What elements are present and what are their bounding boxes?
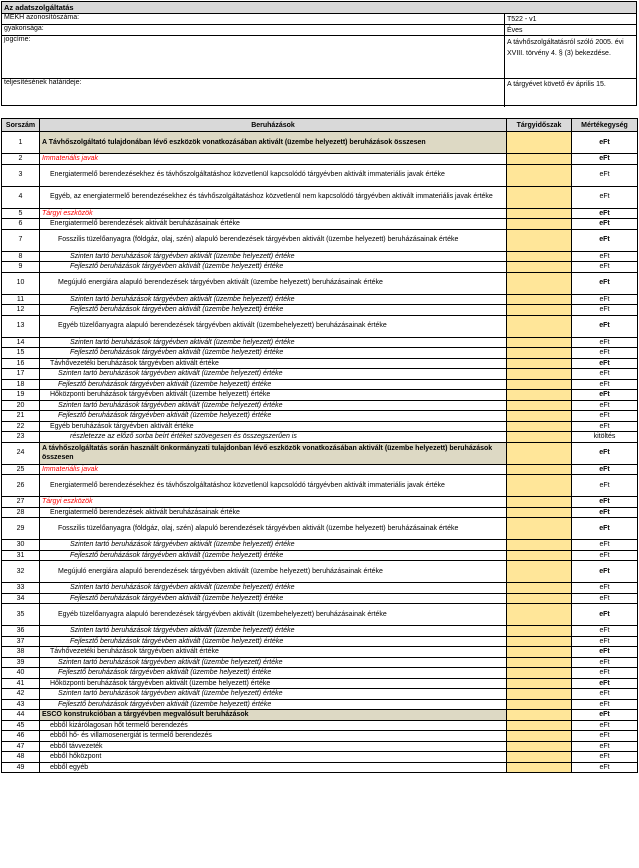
period-value-input[interactable] xyxy=(507,272,572,294)
row-description: Fosszilis tüzelőanyagra (földgáz, olaj, szén) alapuló berendezések tárgyévben aktivált (üzembe helyezett) beruházásainak értéke xyxy=(40,518,507,540)
row-number: 12 xyxy=(2,305,40,316)
period-value-input[interactable] xyxy=(507,497,572,508)
table-row xyxy=(2,411,638,422)
table-row xyxy=(2,518,638,540)
row-number: 47 xyxy=(2,741,40,752)
period-value-input[interactable] xyxy=(507,379,572,390)
table-row xyxy=(2,348,638,359)
row-description: Szinten tartó beruházások tárgyévben aktivált (üzembe helyezett) értéke xyxy=(40,294,507,305)
period-value-input[interactable] xyxy=(507,475,572,497)
row-unit: eFt xyxy=(572,348,638,359)
row-number: 35 xyxy=(2,604,40,626)
row-number: 19 xyxy=(2,390,40,401)
row-unit: eFt xyxy=(572,507,638,518)
col-header-number: Sorszám xyxy=(2,119,40,132)
row-description: Energiatermelő berendezésekhez és távhőszolgáltatáshoz közvetlenül kapcsolódó tárgyévben aktivált immateriális javak értéke xyxy=(40,475,507,497)
row-number: 46 xyxy=(2,731,40,742)
table-row xyxy=(2,294,638,305)
row-description: ESCO konstrukcióban a tárgyévben megvalósult beruházások xyxy=(40,710,507,721)
row-number: 11 xyxy=(2,294,40,305)
row-number: 40 xyxy=(2,668,40,679)
row-unit: eFt xyxy=(572,411,638,422)
period-value-input[interactable] xyxy=(507,636,572,647)
row-unit: eFt xyxy=(572,369,638,380)
row-unit: eFt xyxy=(572,497,638,508)
period-value-input[interactable] xyxy=(507,540,572,551)
table-row xyxy=(2,731,638,742)
row-unit: eFt xyxy=(572,518,638,540)
row-number: 44 xyxy=(2,710,40,721)
col-header-unit: Mértékegység xyxy=(572,119,638,132)
table-row xyxy=(2,657,638,668)
row-unit: eFt xyxy=(572,164,638,186)
row-unit: eFt xyxy=(572,262,638,273)
row-description: ebből egyéb xyxy=(40,762,507,773)
row-number: 18 xyxy=(2,379,40,390)
header-title: Az adatszolgáltatás xyxy=(2,2,636,14)
table-row xyxy=(2,636,638,647)
period-value-input[interactable] xyxy=(507,411,572,422)
period-value-input[interactable] xyxy=(507,604,572,626)
row-unit: eFt xyxy=(572,464,638,475)
row-description: ebből hő- és villamosenergiát is termelő berendezés xyxy=(40,731,507,742)
period-value-input[interactable] xyxy=(507,337,572,348)
row-number: 10 xyxy=(2,272,40,294)
row-number: 29 xyxy=(2,518,40,540)
row-number: 3 xyxy=(2,164,40,186)
row-unit: eFt xyxy=(572,390,638,401)
table-row xyxy=(2,550,638,561)
row-unit: eFt xyxy=(572,305,638,316)
period-value-input[interactable] xyxy=(507,720,572,731)
row-number: 13 xyxy=(2,315,40,337)
table-row xyxy=(2,647,638,658)
header-label: gyakorisága: xyxy=(2,25,505,35)
row-unit: eFt xyxy=(572,604,638,626)
row-unit: eFt xyxy=(572,400,638,411)
row-number: 26 xyxy=(2,475,40,497)
table-row xyxy=(2,678,638,689)
row-number: 32 xyxy=(2,561,40,583)
table-row xyxy=(2,593,638,604)
row-unit: eFt xyxy=(572,647,638,658)
row-description: Hőközponti beruházások tárgyévben aktivált (üzembe helyezett) értéke xyxy=(40,390,507,401)
table-row xyxy=(2,464,638,475)
col-header-investments: Beruházások xyxy=(40,119,507,132)
row-description: Fosszilis tüzelőanyagra (földgáz, olaj, szén) alapuló berendezések tárgyévben aktivált (üzembe helyezett) beruházásainak értéke xyxy=(40,229,507,251)
row-description: Távhővezetéki beruházások tárgyévben aktivált értéke xyxy=(40,358,507,369)
period-value-input[interactable] xyxy=(507,689,572,700)
row-description: Megújuló energiára alapuló berendezések tárgyévben aktivált (üzembe helyezett) beruházásainak értéke xyxy=(40,272,507,294)
period-value-input[interactable] xyxy=(507,518,572,540)
table-row xyxy=(2,219,638,230)
table-row xyxy=(2,720,638,731)
row-number: 33 xyxy=(2,583,40,594)
row-description: Szinten tartó beruházások tárgyévben aktivált (üzembe helyezett) értéke xyxy=(40,540,507,551)
row-description: Megújuló energiára alapuló berendezések tárgyévben aktivált (üzembe helyezett) beruházásainak értéke xyxy=(40,561,507,583)
row-unit: eFt xyxy=(572,208,638,219)
period-value-input[interactable] xyxy=(507,442,572,464)
table-row xyxy=(2,208,638,219)
period-value-input[interactable] xyxy=(507,154,572,165)
row-unit: eFt xyxy=(572,229,638,251)
row-number: 15 xyxy=(2,348,40,359)
row-unit: eFt xyxy=(572,219,638,230)
period-value-input[interactable] xyxy=(507,400,572,411)
row-description: Fejlesztő beruházások tárgyévben aktivált (üzembe helyezett) értéke xyxy=(40,550,507,561)
header-value: A távhőszolgáltatásról szóló 2005. évi XVIII. törvény 4. § (3) bekezdése. xyxy=(507,39,624,57)
header-label: teljesítésének határideje: xyxy=(2,79,505,107)
table-row xyxy=(2,741,638,752)
period-value-input[interactable] xyxy=(507,229,572,251)
period-value-input[interactable] xyxy=(507,464,572,475)
period-value-input[interactable] xyxy=(507,699,572,710)
row-number: 4 xyxy=(2,186,40,208)
header-row-deadline xyxy=(2,79,636,107)
row-number: 49 xyxy=(2,762,40,773)
row-description: Immateriális javak xyxy=(40,154,507,165)
header-row-id xyxy=(2,14,636,25)
row-number: 20 xyxy=(2,400,40,411)
row-number: 24 xyxy=(2,442,40,464)
row-number: 7 xyxy=(2,229,40,251)
row-description: Fejlesztő beruházások tárgyévben aktivált (üzembe helyezett) értéke xyxy=(40,593,507,604)
row-number: 14 xyxy=(2,337,40,348)
period-value-input[interactable] xyxy=(507,731,572,742)
row-unit: eFt xyxy=(572,689,638,700)
row-unit: eFt xyxy=(572,550,638,561)
period-value-input[interactable] xyxy=(507,348,572,359)
table-row xyxy=(2,305,638,316)
period-value-input[interactable] xyxy=(507,741,572,752)
period-value-input[interactable] xyxy=(507,358,572,369)
row-unit: kitöltés xyxy=(572,432,638,443)
period-value-input[interactable] xyxy=(507,561,572,583)
table-row xyxy=(2,762,638,773)
header-value: Éves xyxy=(507,27,523,34)
period-value-input[interactable] xyxy=(507,583,572,594)
period-value-input[interactable] xyxy=(507,710,572,721)
row-unit: eFt xyxy=(572,731,638,742)
row-number: 5 xyxy=(2,208,40,219)
table-row xyxy=(2,186,638,208)
row-unit: eFt xyxy=(572,358,638,369)
row-unit: eFt xyxy=(572,186,638,208)
row-description: részletezze az előző sorba beírt értéket szövegesen és összegszerűen is xyxy=(40,432,507,443)
table-row xyxy=(2,400,638,411)
table-body xyxy=(2,132,638,773)
row-description: Szinten tartó beruházások tárgyévben aktivált (üzembe helyezett) értéke xyxy=(40,689,507,700)
table-row xyxy=(2,229,638,251)
row-description: Immateriális javak xyxy=(40,464,507,475)
row-unit: eFt xyxy=(572,132,638,154)
row-unit: eFt xyxy=(572,678,638,689)
table-row xyxy=(2,262,638,273)
row-number: 21 xyxy=(2,411,40,422)
table-row xyxy=(2,369,638,380)
table-row xyxy=(2,752,638,763)
row-number: 9 xyxy=(2,262,40,273)
row-unit: eFt xyxy=(572,699,638,710)
table-row xyxy=(2,154,638,165)
row-description: Egyéb tüzelőanyagra alapuló berendezések tárgyévben aktivált (üzembehelyezett) beruházásainak értéke xyxy=(40,315,507,337)
header-label: jogcíme: xyxy=(2,36,505,78)
row-number: 6 xyxy=(2,219,40,230)
row-description: A távhőszolgáltatás során használt önkormányzati tulajdonban lévő eszközök vonatkozásában aktivált (üzembe helyezett) beruházások összesen xyxy=(40,442,507,464)
period-value-input[interactable] xyxy=(507,647,572,658)
row-description: ebből kizárólagosan hőt termelő berendezés xyxy=(40,720,507,731)
row-unit: eFt xyxy=(572,762,638,773)
row-description: Egyéb tüzelőanyagra alapuló berendezések tárgyévben aktivált (üzembehelyezett) beruházásainak értéke xyxy=(40,604,507,626)
table-row xyxy=(2,315,638,337)
period-value-input[interactable] xyxy=(507,678,572,689)
table-row xyxy=(2,561,638,583)
row-description: Szinten tartó beruházások tárgyévben aktivált (üzembe helyezett) értéke xyxy=(40,251,507,262)
row-number: 31 xyxy=(2,550,40,561)
table-row xyxy=(2,379,638,390)
row-unit: eFt xyxy=(572,421,638,432)
table-row xyxy=(2,497,638,508)
row-number: 48 xyxy=(2,752,40,763)
row-number: 8 xyxy=(2,251,40,262)
row-description: Energiatermelő berendezések aktivált beruházásainak értéke xyxy=(40,219,507,230)
table-row xyxy=(2,540,638,551)
row-description: Tárgyi eszközök xyxy=(40,497,507,508)
row-description: Szinten tartó beruházások tárgyévben aktivált (üzembe helyezett) értéke xyxy=(40,337,507,348)
row-description: Fejlesztő beruházások tárgyévben aktivált (üzembe helyezett) értéke xyxy=(40,348,507,359)
row-number: 27 xyxy=(2,497,40,508)
row-description: Energiatermelő berendezések aktivált beruházásainak értéke xyxy=(40,507,507,518)
row-number: 30 xyxy=(2,540,40,551)
investments-table xyxy=(1,118,638,773)
row-unit: eFt xyxy=(572,475,638,497)
row-number: 2 xyxy=(2,154,40,165)
header-row-legal-basis xyxy=(2,36,636,79)
period-value-input[interactable] xyxy=(507,752,572,763)
row-unit: eFt xyxy=(572,636,638,647)
table-row xyxy=(2,358,638,369)
row-number: 25 xyxy=(2,464,40,475)
row-unit: eFt xyxy=(572,752,638,763)
row-description: Szinten tartó beruházások tárgyévben aktivált (üzembe helyezett) értéke xyxy=(40,626,507,637)
table-row xyxy=(2,390,638,401)
period-value-input[interactable] xyxy=(507,132,572,154)
row-unit: eFt xyxy=(572,668,638,679)
period-value-input[interactable] xyxy=(507,507,572,518)
period-value-input[interactable] xyxy=(507,186,572,208)
period-value-input[interactable] xyxy=(507,593,572,604)
period-value-input[interactable] xyxy=(507,762,572,773)
row-description: Energiatermelő berendezésekhez és távhőszolgáltatáshoz közvetlenül kapcsolódó tárgyévben aktivált immateriális javak értéke xyxy=(40,164,507,186)
row-description: Szinten tartó beruházások tárgyévben aktivált (üzembe helyezett) értéke xyxy=(40,400,507,411)
row-description: Fejlesztő beruházások tárgyévben aktivált (üzembe helyezett) értéke xyxy=(40,379,507,390)
header-label: MEKH azonosítószáma: xyxy=(2,14,505,24)
row-description: Szinten tartó beruházások tárgyévben aktivált (üzembe helyezett) értéke xyxy=(40,369,507,380)
row-description: Fejlesztő beruházások tárgyévben aktivált (üzembe helyezett) értéke xyxy=(40,636,507,647)
table-row xyxy=(2,583,638,594)
table-row xyxy=(2,337,638,348)
row-number: 43 xyxy=(2,699,40,710)
header-row-frequency xyxy=(2,25,636,36)
row-number: 28 xyxy=(2,507,40,518)
row-number: 41 xyxy=(2,678,40,689)
row-description: Távhővezetéki beruházások tárgyévben aktivált értéke xyxy=(40,647,507,658)
period-value-input[interactable] xyxy=(507,262,572,273)
table-row xyxy=(2,626,638,637)
row-unit: eFt xyxy=(572,720,638,731)
table-row xyxy=(2,507,638,518)
row-number: 23 xyxy=(2,432,40,443)
period-value-input[interactable] xyxy=(507,251,572,262)
row-number: 36 xyxy=(2,626,40,637)
row-description: A Távhőszolgáltató tulajdonában lévő eszközök vonatkozásában aktivált (üzembe helyezett) beruházások összesen xyxy=(40,132,507,154)
header-block xyxy=(1,1,637,106)
table-row xyxy=(2,442,638,464)
row-description: Fejlesztő beruházások tárgyévben aktivált (üzembe helyezett) értéke xyxy=(40,668,507,679)
row-unit: eFt xyxy=(572,626,638,637)
period-value-input[interactable] xyxy=(507,294,572,305)
row-unit: eFt xyxy=(572,540,638,551)
col-header-period: Tárgyidőszak xyxy=(507,119,572,132)
period-value-input[interactable] xyxy=(507,369,572,380)
period-value-input[interactable] xyxy=(507,208,572,219)
row-number: 34 xyxy=(2,593,40,604)
row-description: Fejlesztő beruházások tárgyévben aktivált (üzembe helyezett) értéke xyxy=(40,262,507,273)
period-value-input[interactable] xyxy=(507,432,572,443)
period-value-input[interactable] xyxy=(507,315,572,337)
row-unit: eFt xyxy=(572,379,638,390)
table-row xyxy=(2,272,638,294)
table-row xyxy=(2,432,638,443)
row-unit: eFt xyxy=(572,710,638,721)
table-row xyxy=(2,710,638,721)
row-number: 1 xyxy=(2,132,40,154)
row-unit: eFt xyxy=(572,593,638,604)
table-row xyxy=(2,164,638,186)
row-unit: eFt xyxy=(572,442,638,464)
row-unit: eFt xyxy=(572,154,638,165)
period-value-input[interactable] xyxy=(507,626,572,637)
row-description: Szinten tartó beruházások tárgyévben aktivált (üzembe helyezett) értéke xyxy=(40,583,507,594)
table-row xyxy=(2,689,638,700)
table-header-row xyxy=(2,119,638,132)
period-value-input[interactable] xyxy=(507,305,572,316)
table-row xyxy=(2,604,638,626)
row-number: 39 xyxy=(2,657,40,668)
table-row xyxy=(2,699,638,710)
header-value: T522 - v1 xyxy=(507,16,537,23)
row-number: 45 xyxy=(2,720,40,731)
row-unit: eFt xyxy=(572,741,638,752)
row-description: Fejlesztő beruházások tárgyévben aktivált (üzembe helyezett) értéke xyxy=(40,411,507,422)
row-number: 42 xyxy=(2,689,40,700)
period-value-input[interactable] xyxy=(507,164,572,186)
period-value-input[interactable] xyxy=(507,668,572,679)
table-row xyxy=(2,251,638,262)
row-unit: eFt xyxy=(572,272,638,294)
row-unit: eFt xyxy=(572,251,638,262)
row-number: 38 xyxy=(2,647,40,658)
row-description: Hőközponti beruházások tárgyévben aktivált (üzembe helyezett) értéke xyxy=(40,678,507,689)
header-value: A tárgyévet követő év április 15. xyxy=(507,81,606,88)
table-row xyxy=(2,421,638,432)
table-row xyxy=(2,475,638,497)
row-unit: eFt xyxy=(572,294,638,305)
row-description: Egyéb, az energiatermelő berendezésekhez és távhőszolgáltatáshoz közvetlenül nem kapcsolódó tárgyévben aktivált immateriális javak értéke xyxy=(40,186,507,208)
row-number: 16 xyxy=(2,358,40,369)
row-number: 37 xyxy=(2,636,40,647)
row-unit: eFt xyxy=(572,315,638,337)
row-description: Tárgyi eszközök xyxy=(40,208,507,219)
row-unit: eFt xyxy=(572,657,638,668)
row-description: ebből hőközpont xyxy=(40,752,507,763)
row-description: Egyéb beruházások tárgyévben aktivált értéke xyxy=(40,421,507,432)
period-value-input[interactable] xyxy=(507,421,572,432)
row-number: 22 xyxy=(2,421,40,432)
row-description: ebből távvezeték xyxy=(40,741,507,752)
row-number: 17 xyxy=(2,369,40,380)
table-row xyxy=(2,668,638,679)
period-value-input[interactable] xyxy=(507,390,572,401)
period-value-input[interactable] xyxy=(507,657,572,668)
table-row xyxy=(2,132,638,154)
row-unit: eFt xyxy=(572,561,638,583)
row-unit: eFt xyxy=(572,583,638,594)
row-description: Fejlesztő beruházások tárgyévben aktivált (üzembe helyezett) értéke xyxy=(40,699,507,710)
period-value-input[interactable] xyxy=(507,219,572,230)
row-unit: eFt xyxy=(572,337,638,348)
period-value-input[interactable] xyxy=(507,550,572,561)
row-description: Fejlesztő beruházások tárgyévben aktivált (üzembe helyezett) értéke xyxy=(40,305,507,316)
row-description: Szinten tartó beruházások tárgyévben aktivált (üzembe helyezett) értéke xyxy=(40,657,507,668)
